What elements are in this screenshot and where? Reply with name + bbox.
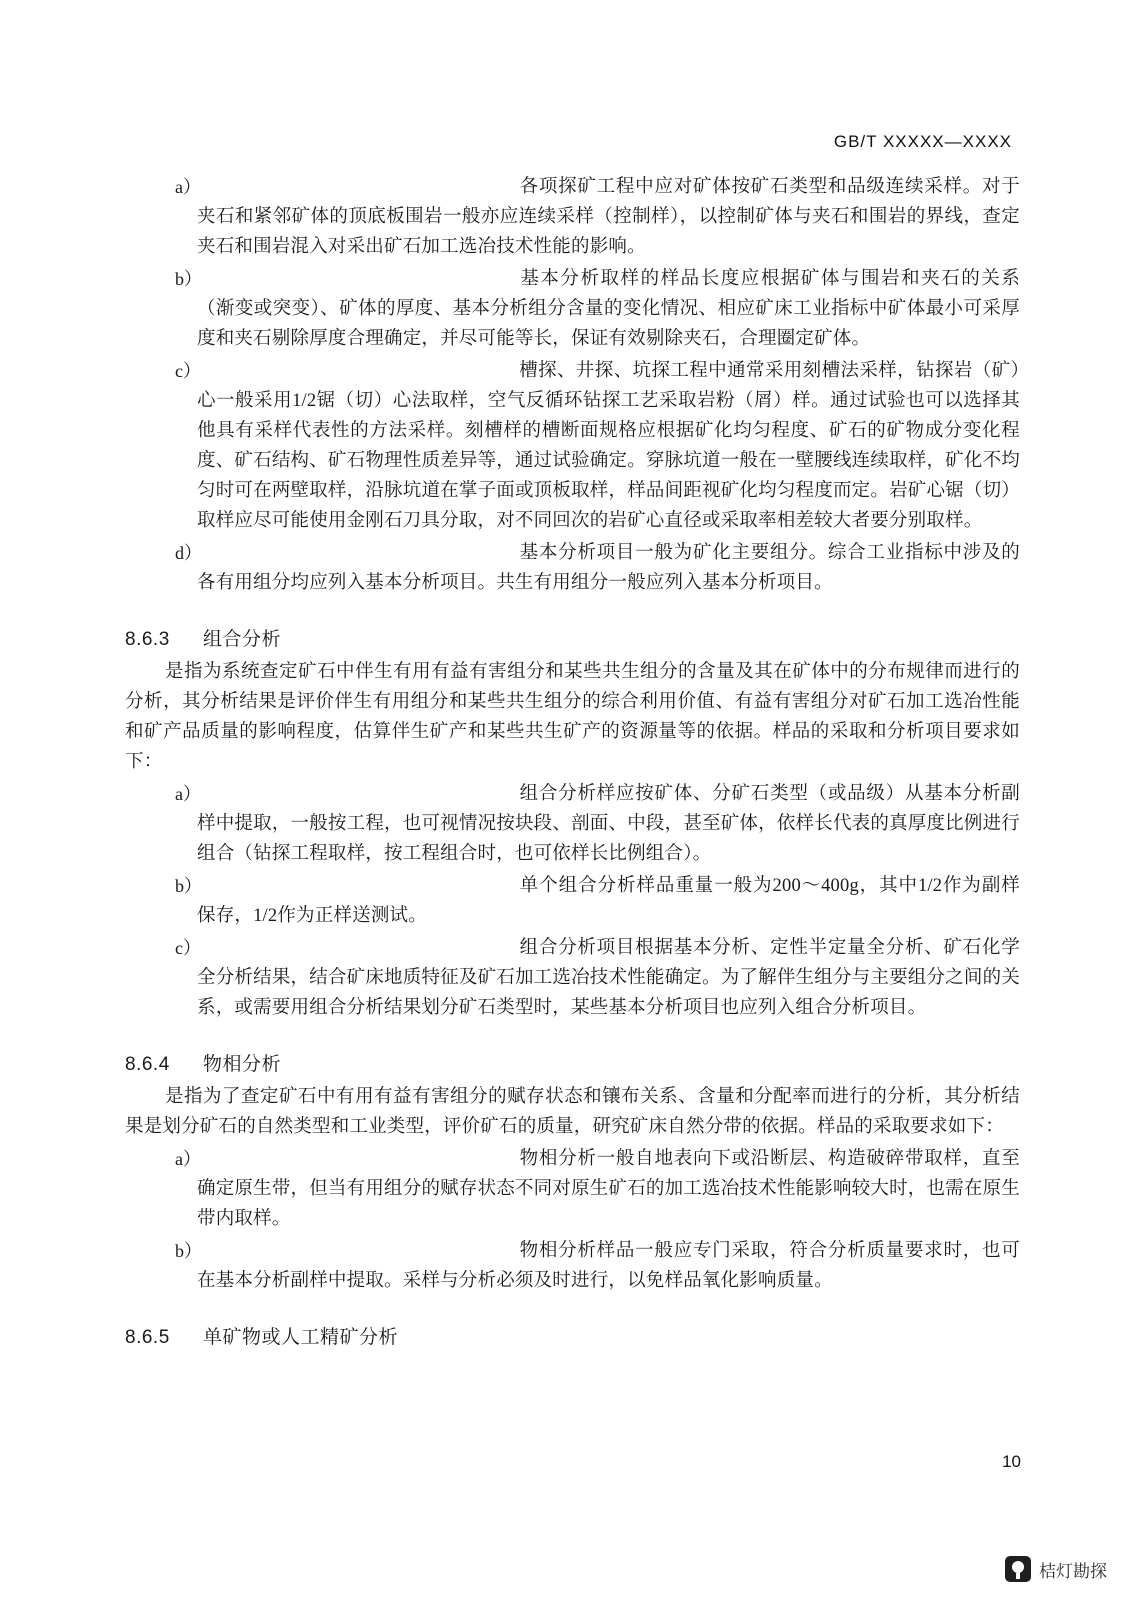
list-paragraph: 基本分析取样的样品长度应根据矿体与围岩和夹石的关系（渐变或突变）、矿体的厚度、基本分析组分含量的变化情况、相应矿床工业指标中矿体最小可采厚度和夹石剔除厚度合理确定，并尽可能等长，保证有效剔除夹石，合理圈定矿体。 [197, 269, 1020, 349]
watermark [1005, 1556, 1107, 1582]
list-text [197, 356, 1020, 536]
list-paragraph: 各项探矿工程中应对矿体按矿石类型和品级连续采样。对于夹石和紧邻矿体的顶底板围岩一般亦应连续采样（控制样），以控制矿体与夹石和围岩的界线，查定夹石和围岩混入对采出矿石加工选冶技术性能的影响。 [197, 177, 1020, 257]
standard-code: GB/T XXXXX—XXXX [833, 132, 1012, 151]
list-text [197, 1236, 1020, 1296]
section-paragraph: 是指为了查定矿石中有用有益有害组分的赋存状态和镶布关系、含量和分配率而进行的分析，其分析结果是划分矿石的自然类型和工业类型，评价矿石的质量，研究矿床自然分带的依据。样品的采取要求如下： [125, 1087, 1020, 1137]
section-heading [125, 1049, 1020, 1076]
list-text [197, 779, 1020, 869]
section-number: 8.6.3 [125, 629, 170, 650]
list-item [125, 264, 1020, 354]
list-marker: a） [175, 784, 201, 804]
list-paragraph: 基本分析项目一般为矿化主要组分。综合工业指标中涉及的各有用组分均应列入基本分析项目。共生有用组分一般应列入基本分析项目。 [197, 543, 1020, 593]
list-text [197, 933, 1020, 1023]
watermark-label: 桔灯勘探 [1039, 1561, 1107, 1581]
list-marker: c） [175, 938, 201, 958]
list-item [125, 356, 1020, 536]
wechat-account-icon [1005, 1556, 1031, 1582]
section-title: 组合分析 [203, 629, 282, 650]
list-paragraph: 单个组合分析样品重量一般为200～400g，其中1/2作为副样保存，1/2作为正样送测试。 [197, 876, 1020, 926]
section-heading [125, 624, 1020, 651]
list-marker: c） [175, 361, 201, 381]
list-item [125, 1144, 1020, 1234]
list-item [125, 538, 1020, 598]
page-content [125, 0, 1020, 1355]
section-heading [125, 1322, 1020, 1349]
list-marker: a） [175, 1149, 201, 1169]
document-body [125, 172, 1020, 1349]
list-paragraph: 物相分析样品一般应专门采取，符合分析质量要求时，也可在基本分析副样中提取。采样与分析必须及时进行，以免样品氧化影响质量。 [197, 1241, 1020, 1291]
list-block [125, 172, 1020, 598]
list-paragraph: 物相分析一般自地表向下或沿断层、构造破碎带取样，直至确定原生带，但当有用组分的赋存状态不同对原生矿石的加工选冶技术性能影响较大时，也需在原生带内取样。 [197, 1149, 1020, 1229]
list-text [197, 172, 1020, 262]
list-text [197, 538, 1020, 598]
list-paragraph: 组合分析项目根据基本分析、定性半定量全分析、矿石化学全分析结果，结合矿床地质特征及矿石加工选冶技术性能确定。为了解伴生组分与主要组分之间的关系，或需要用组合分析结果划分矿石类型时，某些基本分析项目也应列入组合分析项目。 [197, 938, 1020, 1018]
section-number: 8.6.5 [125, 1327, 170, 1348]
list-block [125, 1144, 1020, 1296]
list-text [197, 871, 1020, 931]
list-text [197, 264, 1020, 354]
list-item [125, 172, 1020, 262]
section-title: 单矿物或人工精矿分析 [203, 1327, 399, 1348]
page-header [125, 0, 1020, 152]
list-item [125, 779, 1020, 869]
list-marker: d） [175, 543, 202, 563]
list-block [125, 779, 1020, 1023]
list-paragraph: 组合分析样应按矿体、分矿石类型（或品级）从基本分析副样中提取，一般按工程，也可视情况按块段、剖面、中段，甚至矿体，依样长代表的真厚度比例进行组合（钻探工程取样，按工程组合时，也可依样长比例组合）。 [197, 784, 1020, 864]
section-title: 物相分析 [203, 1054, 282, 1075]
list-item [125, 1236, 1020, 1296]
list-text [197, 1144, 1020, 1234]
section-paragraph: 是指为系统查定矿石中伴生有用有益有害组分和某些共生组分的含量及其在矿体中的分布规律而进行的分析，其分析结果是评价伴生有用组分和某些共生组分的综合利用价值、有益有害组分对矿石加工选冶性能和矿产品质量的影响程度，估算伴生矿产和某些共生矿产的资源量等的依据。样品的采取和分析项目要求如下： [125, 662, 1020, 772]
list-item [125, 871, 1020, 931]
list-marker: a） [175, 177, 201, 197]
list-paragraph: 槽探、井探、坑探工程中通常采用刻槽法采样，钻探岩（矿）心一般采用1/2锯（切）心法取样，空气反循环钻探工艺采取岩粉（屑）样。通过试验也可以选择其他具有采样代表性的方法采样。刻槽样的槽断面规格应根据矿化均匀程度、矿石的矿物成分变化程度、矿石结构、矿石物理性质差异等，通过试验确定。穿脉坑道一般在一壁腰线连续取样，矿化不均匀时可在两壁取样，沿脉坑道在掌子面或顶板取样，样品间距视矿化均匀程度而定。岩矿心锯（切）取样应尽可能使用金刚石刀具分取，对不同回次的岩矿心直径或采取率相差较大者要分别取样。 [197, 361, 1020, 531]
list-marker: b） [175, 269, 202, 289]
section-number: 8.6.4 [125, 1054, 170, 1075]
list-item [125, 933, 1020, 1023]
page-number: 10 [1002, 1452, 1021, 1471]
list-marker: b） [175, 876, 202, 896]
list-marker: b） [175, 1241, 202, 1261]
